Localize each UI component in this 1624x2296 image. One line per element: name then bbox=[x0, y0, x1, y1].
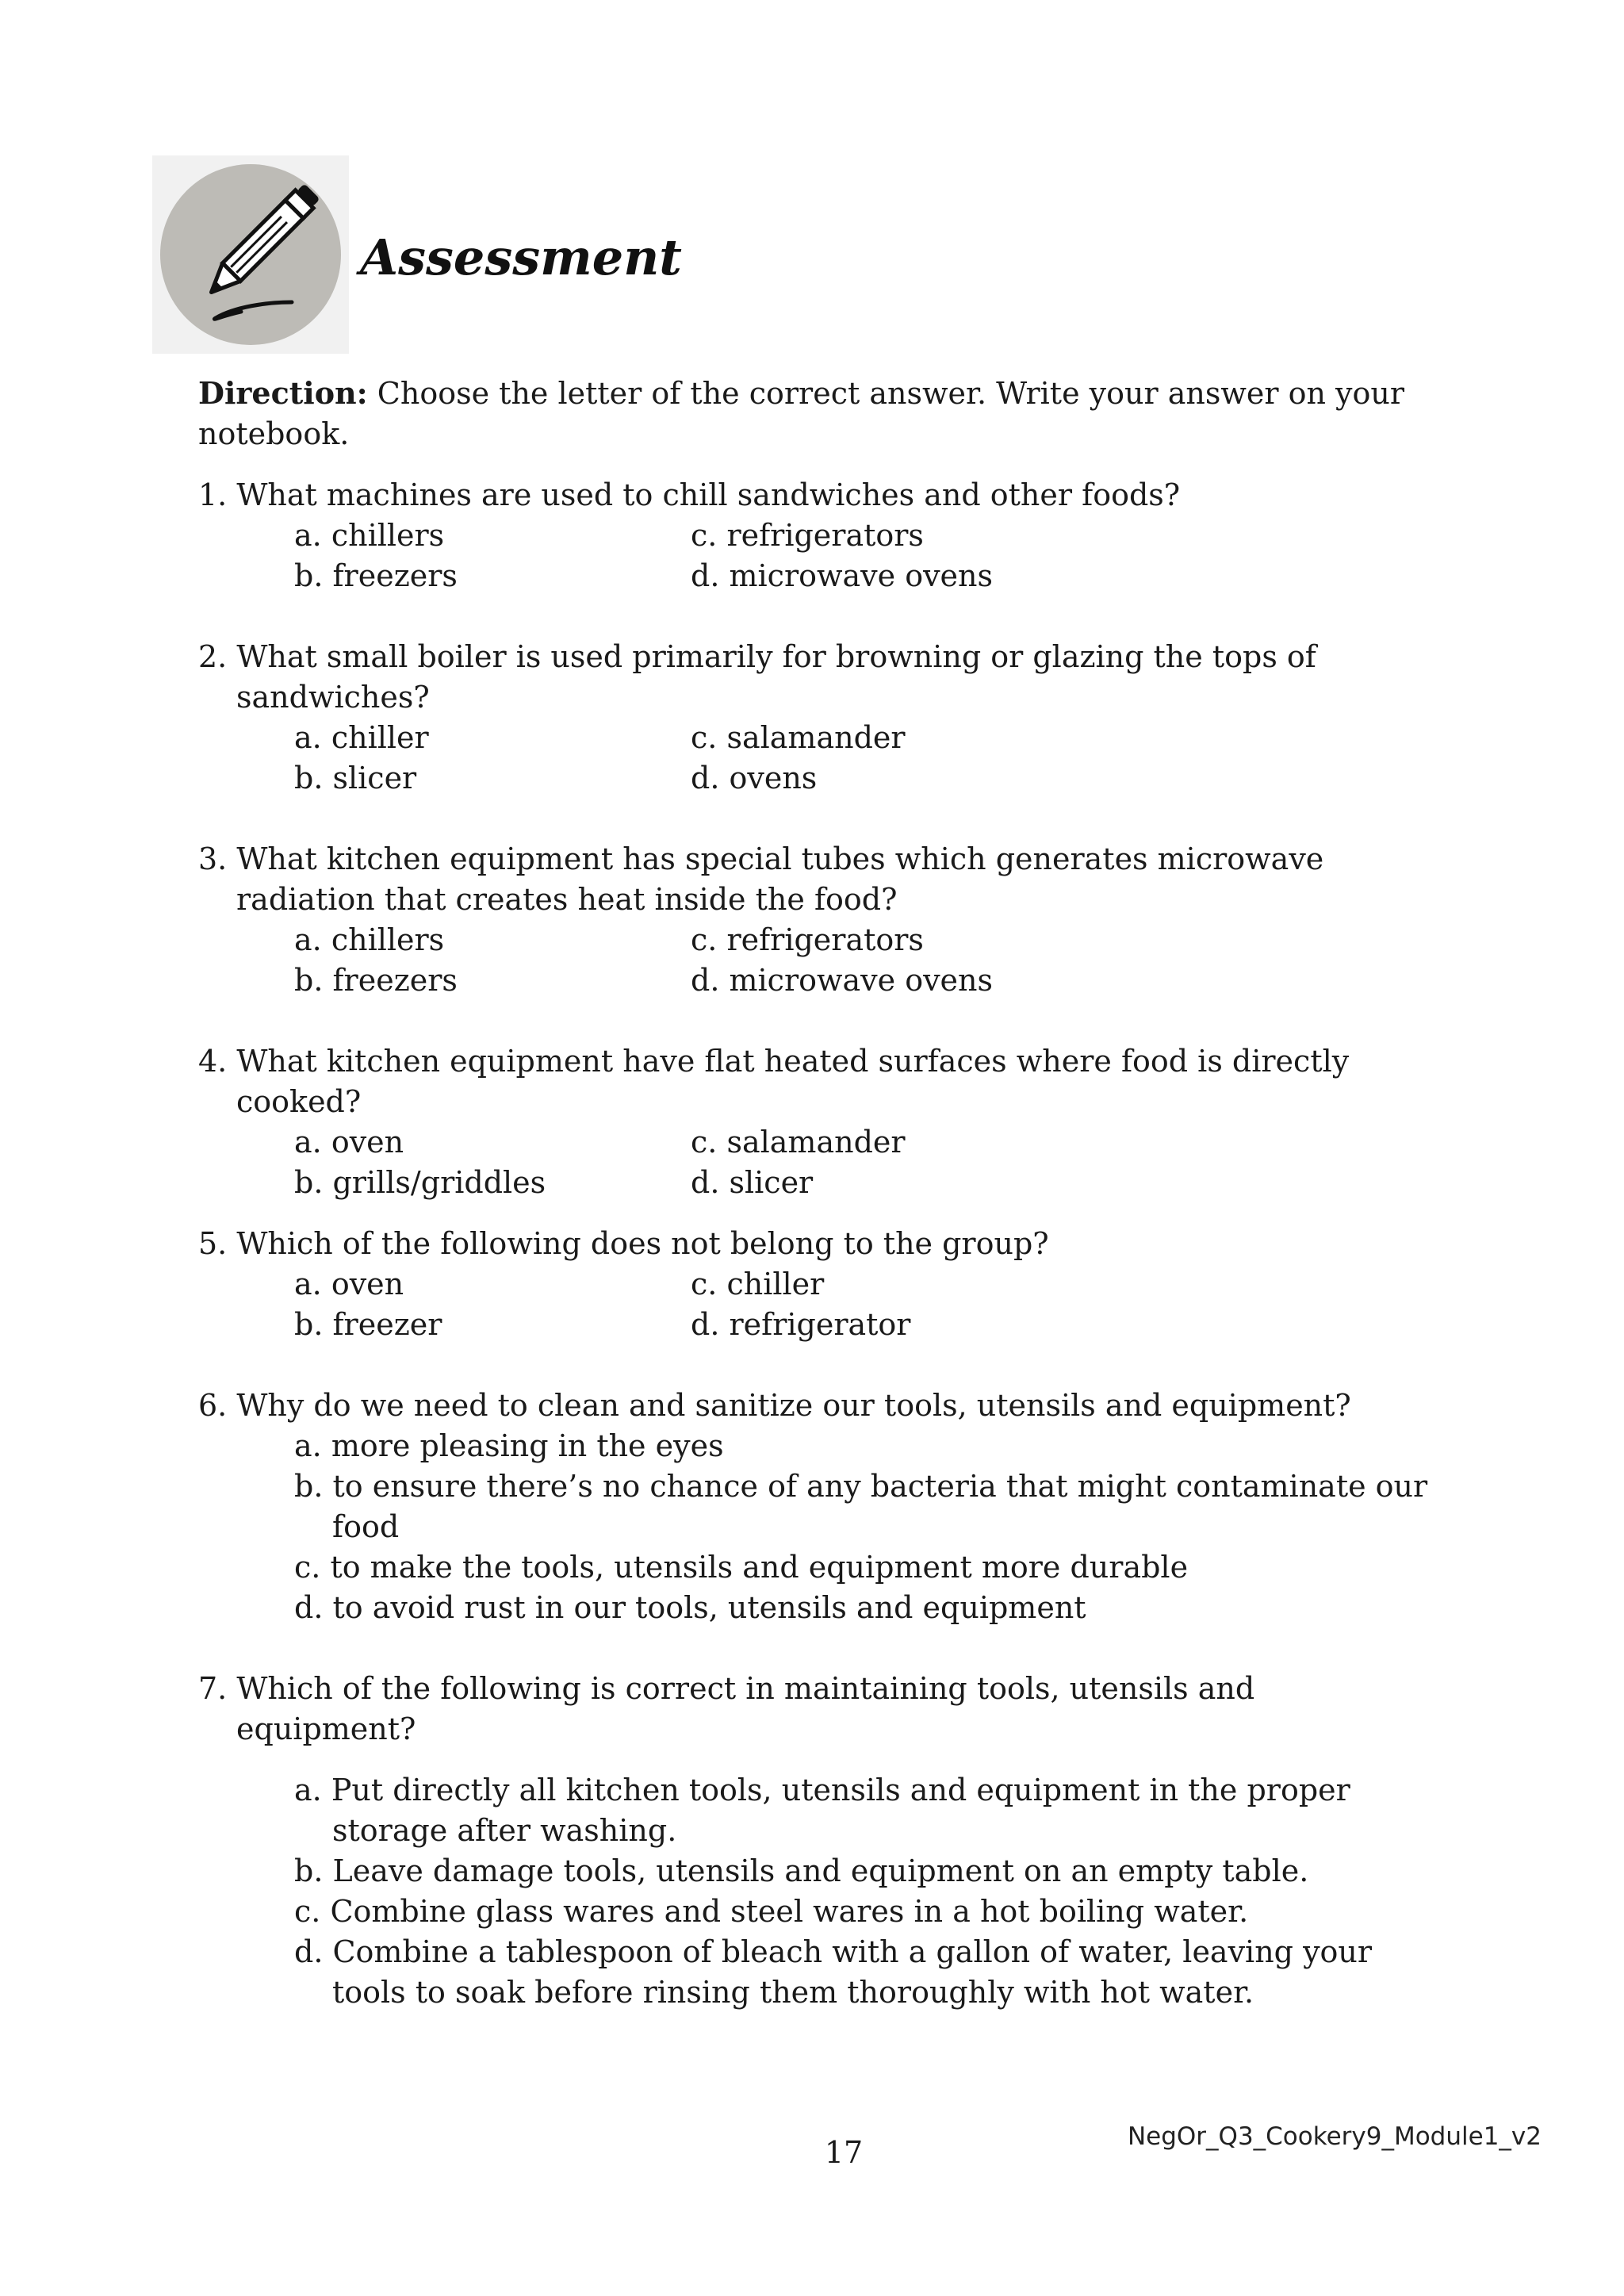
choice-d: d. refrigerator bbox=[691, 1307, 911, 1342]
choice-c: c. Combine glass wares and steel wares in a hot boiling water. bbox=[294, 1894, 1249, 1929]
module-code: NegOr_Q3_Cookery9_Module1_v2 bbox=[1127, 2122, 1542, 2151]
choice-c: c. salamander bbox=[691, 1125, 906, 1159]
choice-a: a. oven bbox=[294, 1125, 404, 1159]
question-2 bbox=[198, 637, 1443, 799]
choice-d: d. slicer bbox=[691, 1165, 814, 1200]
pencil-icon-graphic bbox=[179, 183, 322, 326]
pencil-icon bbox=[160, 164, 341, 345]
choice-c: c. salamander bbox=[691, 720, 906, 755]
choice-b: b. to ensure there’s no chance of any bacteria that might contaminate our food bbox=[294, 1469, 1428, 1544]
question-text: 6. Why do we need to clean and sanitize our tools, utensils and equipment? bbox=[198, 1388, 1351, 1423]
choice-a: a. chiller bbox=[294, 720, 429, 755]
question-text: 2. What small boiler is used primarily for browning or glazing the tops of sandwiches? bbox=[198, 639, 1316, 715]
choice-c: c. to make the tools, utensils and equipment more durable bbox=[294, 1550, 1189, 1585]
choices bbox=[294, 1770, 1443, 2013]
question-1 bbox=[198, 475, 1443, 596]
question-3 bbox=[198, 839, 1443, 1001]
choice-b: b. Leave damage tools, utensils and equipment on an empty table. bbox=[294, 1853, 1309, 1888]
choice-a: a. more pleasing in the eyes bbox=[294, 1428, 724, 1463]
choice-d: d. microwave ovens bbox=[691, 558, 994, 593]
choice-b: b. slicer bbox=[294, 761, 417, 795]
choice-d: d. microwave ovens bbox=[691, 963, 994, 998]
choice-a: a. oven bbox=[294, 1267, 404, 1301]
assessment-content bbox=[198, 373, 1443, 2013]
choice-d: d. to avoid rust in our tools, utensils and equipment bbox=[294, 1590, 1086, 1625]
choice-d: d. Combine a tablespoon of bleach with a gallon of water, leaving your tools to soak before rinsing them thoroughly with hot water. bbox=[294, 1934, 1373, 2010]
page-number: 17 bbox=[824, 2135, 864, 2170]
choices bbox=[294, 920, 1443, 1001]
choices bbox=[294, 1264, 1443, 1345]
page-title: Assessment bbox=[360, 228, 682, 286]
choices bbox=[294, 516, 1443, 596]
question-text: 4. What kitchen equipment have flat heated surfaces where food is directly cooked? bbox=[198, 1044, 1350, 1119]
section-header bbox=[152, 155, 682, 354]
choice-c: c. chiller bbox=[691, 1267, 825, 1301]
choice-c: c. refrigerators bbox=[691, 922, 924, 957]
choices bbox=[294, 1426, 1443, 1628]
choice-b: b. freezer bbox=[294, 1307, 442, 1342]
choice-b: b. freezers bbox=[294, 558, 458, 593]
question-text: 1. What machines are used to chill sandwiches and other foods? bbox=[198, 477, 1181, 512]
direction-body: Choose the letter of the correct answer. Write your answer on your notebook. bbox=[198, 376, 1405, 451]
choice-b: b. freezers bbox=[294, 963, 458, 998]
choice-a: a. chillers bbox=[294, 518, 445, 553]
choice-d: d. ovens bbox=[691, 761, 818, 795]
question-6 bbox=[198, 1386, 1443, 1628]
direction-label: Direction: bbox=[198, 375, 368, 411]
question-7 bbox=[198, 1669, 1443, 2013]
question-4 bbox=[198, 1041, 1443, 1203]
choice-c: c. refrigerators bbox=[691, 518, 924, 553]
question-text: 5. Which of the following does not belong to the group? bbox=[198, 1226, 1049, 1261]
choice-b: b. grills/griddles bbox=[294, 1165, 546, 1200]
choices bbox=[294, 718, 1443, 799]
question-5 bbox=[198, 1224, 1443, 1345]
choice-a: a. chillers bbox=[294, 922, 445, 957]
choice-a: a. Put directly all kitchen tools, utensils and equipment in the proper storage after washing. bbox=[294, 1773, 1350, 1848]
pencil-icon-box bbox=[152, 155, 349, 354]
direction-text bbox=[198, 373, 1443, 454]
question-text: 3. What kitchen equipment has special tubes which generates microwave radiation that creates heat inside the food? bbox=[198, 841, 1324, 917]
question-text: 7. Which of the following is correct in maintaining tools, utensils and equipment? bbox=[198, 1671, 1255, 1746]
choices bbox=[294, 1122, 1443, 1203]
